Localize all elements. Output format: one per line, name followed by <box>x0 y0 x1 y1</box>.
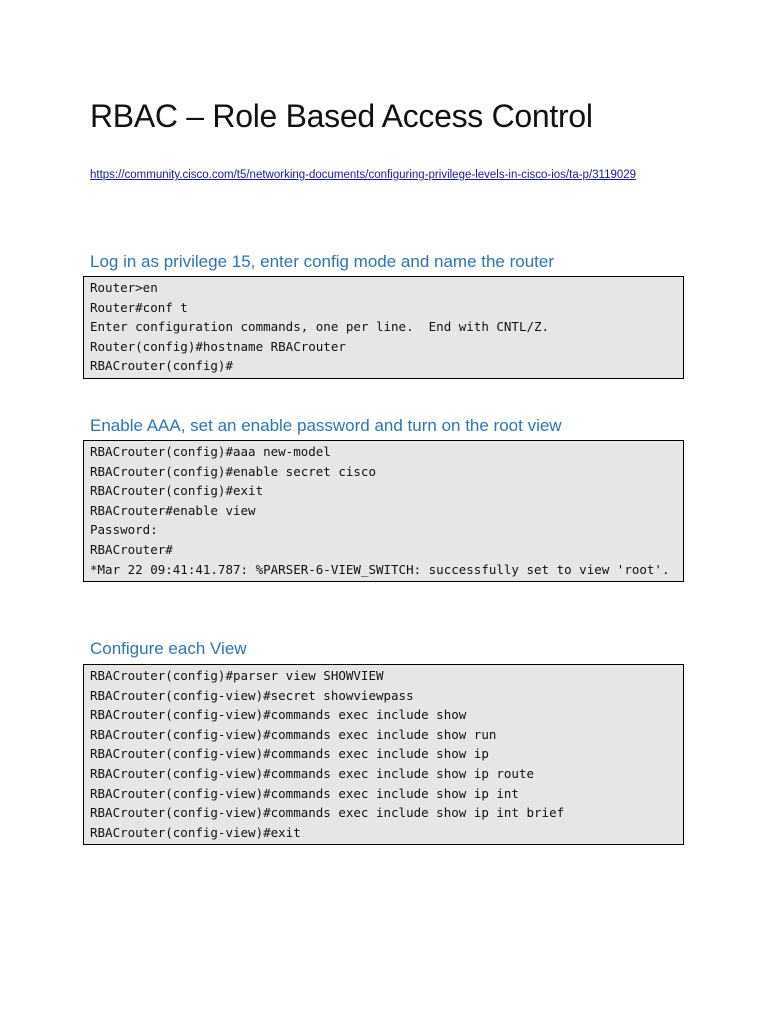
code-line: Router(config)#hostname RBACrouter <box>90 338 346 354</box>
code-line: RBACrouter# <box>90 541 173 557</box>
code-line: Password: <box>90 522 158 538</box>
code-line: RBACrouter(config)# <box>90 358 233 374</box>
code-block-login <box>83 276 684 379</box>
code-line: RBACrouter(config-view)#commands exec include show ip int brief <box>90 805 565 821</box>
code-line: Router>en <box>90 280 158 295</box>
section-heading-configure-view: Configure each View <box>90 639 247 658</box>
code-line: RBACrouter(config)#enable secret cisco <box>90 463 376 479</box>
code-line: RBACrouter(config-view)#commands exec include show ip int <box>90 785 519 801</box>
document-title: RBAC – Role Based Access Control <box>90 98 593 134</box>
cisco-reference-link[interactable]: https://community.cisco.com/t5/networking-documents/configuring-privilege-levels-in-cisco-ios/ta-p/3119029 <box>90 169 637 181</box>
code-line: RBACrouter(config)#aaa new-model <box>90 444 331 459</box>
code-line: RBACrouter(config-view)#commands exec include show ip <box>90 746 489 762</box>
code-line: *Mar 22 09:41:41.787: %PARSER-6-VIEW_SWITCH: successfully set to view 'root'. <box>90 561 670 577</box>
code-line: RBACrouter#enable view <box>90 502 256 518</box>
code-block-configure-view <box>83 664 684 845</box>
code-block-enable-aaa <box>83 440 684 582</box>
code-line: RBACrouter(config)#parser view SHOWVIEW <box>90 668 384 683</box>
code-line: Router#conf t <box>90 299 188 315</box>
section-heading-enable-aaa: Enable AAA, set an enable password and turn on the root view <box>90 416 562 435</box>
code-line: RBACrouter(config-view)#commands exec include show ip route <box>90 765 535 781</box>
code-line: RBACrouter(config-view)#commands exec include show run <box>90 726 497 742</box>
code-line: RBACrouter(config)#exit <box>90 483 264 499</box>
code-line: Enter configuration commands, one per line. End with CNTL/Z. <box>90 319 550 335</box>
code-line: RBACrouter(config-view)#exit <box>90 824 301 840</box>
section-heading-login: Log in as privilege 15, enter config mode and name the router <box>90 252 555 271</box>
code-line: RBACrouter(config-view)#commands exec include show <box>90 707 467 723</box>
code-line: RBACrouter(config-view)#secret showviewpass <box>90 687 414 703</box>
